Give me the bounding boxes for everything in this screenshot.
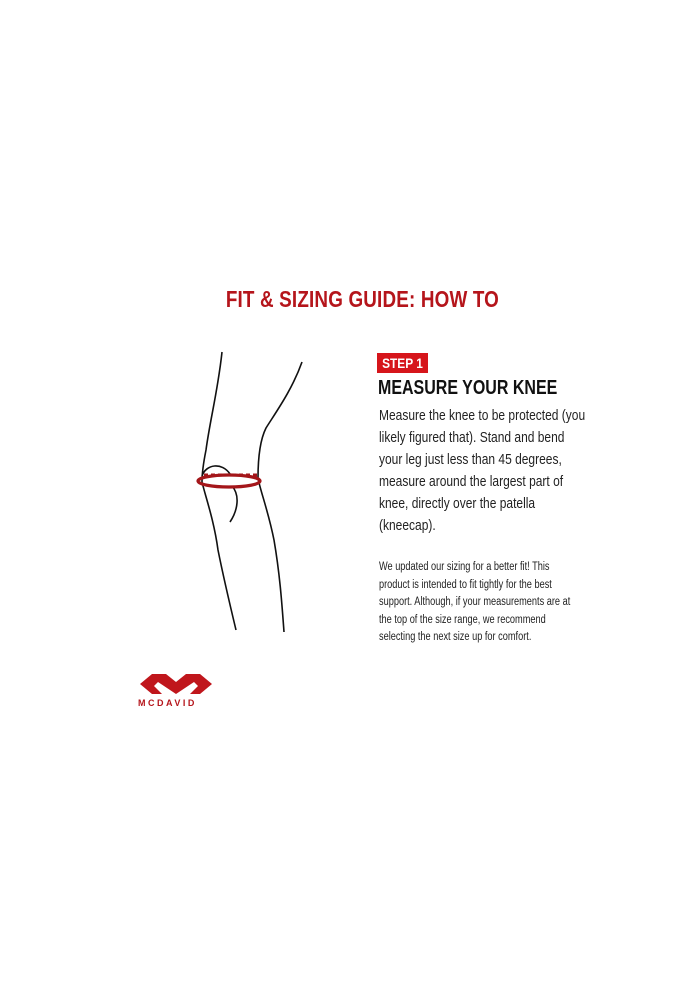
- step-instructions: Measure the knee to be protected (you likely figured that). Stand and bend your leg just less than 45 degrees, measure around the largest part of knee, directly over the patella (kneecap).: [379, 407, 586, 534]
- step-badge: STEP 1: [377, 353, 428, 373]
- page-title: FIT & SIZING GUIDE: HOW TO: [225, 286, 500, 312]
- mcdavid-logo-icon: [138, 672, 214, 696]
- sizing-note: We updated our sizing for a better fit! This product is intended to fit tightly for the best support. Although, if your measurements are at the top of the size range, we recommend selecting the next size up for comfort.: [379, 561, 571, 643]
- brand-name: MCDAVID: [138, 698, 197, 708]
- knee-illustration: [180, 340, 320, 640]
- step-heading: MEASURE YOUR KNEE: [378, 377, 558, 399]
